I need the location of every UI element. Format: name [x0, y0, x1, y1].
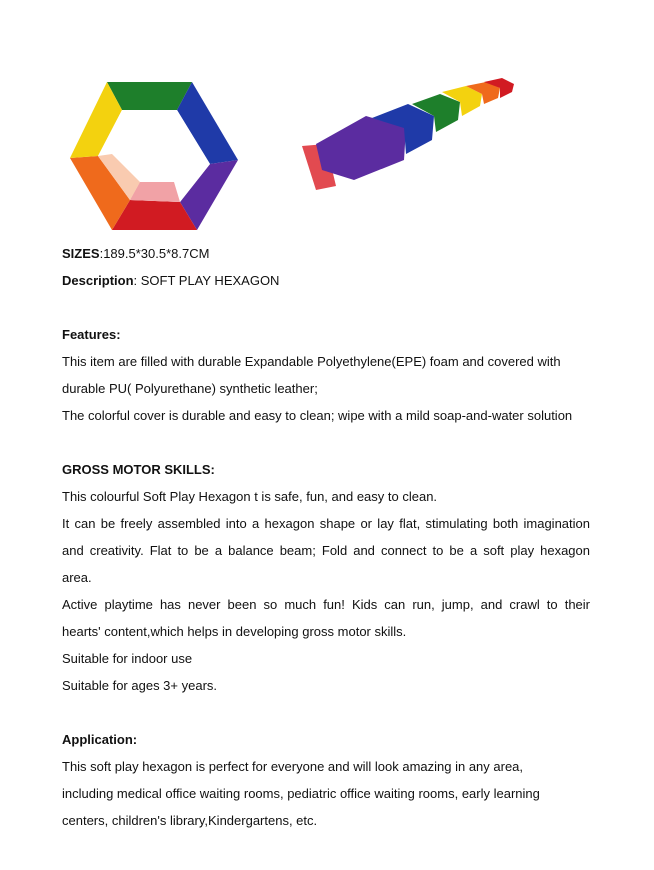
gross-motor-line-2: It can be freely assembled into a hexagon shape or lay flat, stimulating both imagination [62, 516, 590, 531]
gross-motor-line-6: hearts' content,which helps in developing gross motor skills. [62, 624, 407, 639]
hexagon-assembled-icon [62, 70, 247, 240]
description-line [62, 267, 590, 294]
gross-motor-line-5: Active playtime has never been so much fun! Kids can run, jump, and crawl to their [62, 597, 590, 612]
flat-beam-icon [296, 74, 526, 194]
gross-motor-line-4: area. [62, 570, 92, 585]
spec-block [62, 240, 590, 834]
sizes-label: SIZES [62, 246, 100, 261]
description-value: : SOFT PLAY HEXAGON [133, 273, 280, 288]
application-line-1: This soft play hexagon is perfect for everyone and will look amazing in any area, [62, 759, 524, 774]
product-images [0, 0, 654, 240]
gross-motor-heading: GROSS MOTOR SKILLS: [62, 462, 215, 477]
features-heading: Features: [62, 327, 121, 342]
application-line-2: including medical office waiting rooms, pediatric office waiting rooms, early learning [62, 786, 540, 801]
sizes-value: :189.5*30.5*8.7CM [99, 246, 210, 261]
description-label: Description [62, 273, 134, 288]
gross-motor-line-3: and creativity. Flat to be a balance beam; Fold and connect to be a soft play hexagon [62, 543, 590, 558]
flat-purple-segment [316, 116, 406, 180]
application-line-3: centers, children's library,Kindergartens, etc. [62, 813, 318, 828]
features-line-3: The colorful cover is durable and easy to clean; wipe with a mild soap-and-water solution [62, 408, 573, 423]
sizes-line [62, 240, 590, 267]
gross-motor-line-8: Suitable for ages 3+ years. [62, 678, 218, 693]
application-heading: Application: [62, 732, 138, 747]
features-line-2: durable PU( Polyurethane) synthetic leather; [62, 381, 318, 396]
gross-motor-line-1: This colourful Soft Play Hexagon t is safe, fun, and easy to clean. [62, 489, 438, 504]
features-line-1: This item are filled with durable Expandable Polyethylene(EPE) foam and covered with [62, 354, 561, 369]
gross-motor-line-7: Suitable for indoor use [62, 651, 193, 666]
